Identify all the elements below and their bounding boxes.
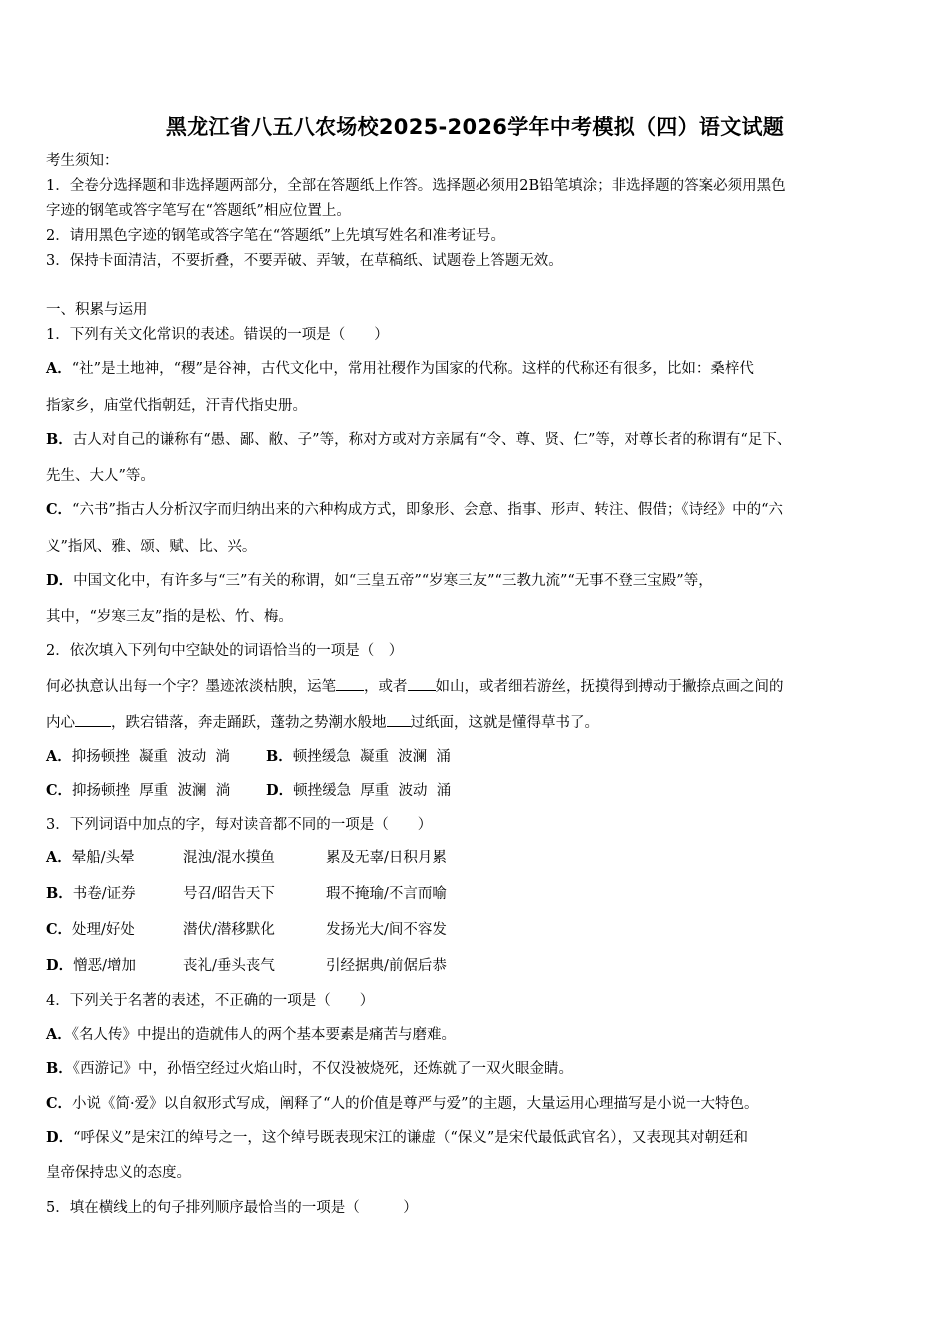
option-label: B． (266, 748, 293, 765)
option-label: C． (46, 782, 73, 799)
passage-text: 何必执意认出每一个字？墨迹浓淡枯腴，运笔 (46, 679, 336, 695)
passage-text: 过纸面，这就是懂得草书了。 (410, 715, 599, 731)
notice-item-1-line-2: 字迹的钢笔或答字笔写在“答题纸”相应位置上。 (46, 203, 351, 219)
option-label: D． (266, 782, 294, 799)
option-text: 古人对自己的谦称有“愚、鄙、敝、子”等，称对方或对方亲属有“令、尊、贤、仁”等，对尊长者的称谓有“足下、 (72, 432, 792, 448)
option-label: C． (46, 1095, 73, 1112)
fill-blank (408, 676, 436, 691)
option-text: 《名人传》中提出的造就伟人的两个基本要素是痛苦与磨难。 (71, 1027, 457, 1043)
q4-option-c (46, 1094, 758, 1114)
option-label: C． (46, 921, 73, 938)
notice-item-1-line-1: 1．全卷分选择题和非选择题两部分，全部在答题纸上作答。选择题必须用2B铅笔填涂；非选择题的答案必须用黑色 (46, 178, 786, 194)
fill-blank (75, 712, 111, 727)
option-label: A． (46, 360, 72, 377)
q3-option-a (46, 848, 135, 868)
q1-option-a (46, 359, 754, 379)
q3-option-c (46, 920, 135, 940)
q4-option-b (46, 1059, 573, 1079)
q3-stem: 3．下列词语中加点的字，每对读音都不同的一项是（ ） (46, 817, 433, 833)
q3-option-c-word-3: 发扬光大/间不容发 (326, 922, 447, 938)
q1-option-b (46, 430, 791, 450)
option-text: 小说《简·爱》以自叙形式写成，阐释了“人的价值是尊严与爱”的主题，大量运用心理描写是小说一大特色。 (72, 1096, 759, 1112)
q1-option-a-cont: 指家乡，庙堂代指朝廷，汗青代指史册。 (46, 398, 307, 414)
q3-option-a-word-2: 混浊/混水摸鱼 (183, 850, 275, 866)
q5-stem: 5．填在横线上的句子排列顺序最恰当的一项是（ ） (46, 1200, 418, 1216)
option-label: D． (46, 572, 74, 589)
option-label: D． (46, 1129, 74, 1146)
passage-text: 如山，或者细若游丝，抚摸得到搏动于撇捺点画之间的 (435, 679, 784, 695)
q4-option-d-cont: 皇帝保持忠义的态度。 (46, 1165, 191, 1181)
q4-stem: 4．下列关于名著的表述，不正确的一项是（ ） (46, 993, 375, 1009)
q1-option-d-cont: 其中，“岁寒三友”指的是松、竹、梅。 (46, 609, 293, 625)
option-text: 顿挫缓急 厚重 波动 涌 (293, 783, 452, 799)
q1-option-b-cont: 先生、大人”等。 (46, 468, 155, 484)
q3-option-a-word-3: 累及无辜/日积月累 (326, 850, 447, 866)
option-text: 《西游记》中，孙悟空经过火焰山时，不仅没被烧死，还炼就了一双火眼金睛。 (72, 1061, 574, 1077)
q2-option-c (46, 781, 230, 801)
notice-heading: 考生须知： (46, 153, 119, 169)
q1-option-c-cont: 义”指风、雅、颂、赋、比、兴。 (46, 539, 257, 555)
exam-title: 黑龙江省八五八农场校2025-2026学年中考模拟（四）语文试题 (165, 115, 785, 139)
option-label: B． (46, 885, 73, 902)
q4-option-d (46, 1128, 748, 1148)
q4-option-a (46, 1025, 456, 1045)
q3-option-b-word-2: 号召/昭告天下 (183, 886, 275, 902)
option-text: 中国文化中，有许多与“三”有关的称谓，如“三皇五帝”“岁寒三友”“三教九流”“无事不登三宝殿”等， (73, 573, 713, 589)
q2-stem: 2．依次填入下列句中空缺处的词语恰当的一项是（ ） (46, 643, 404, 659)
option-label: A． (46, 748, 72, 765)
option-text: 抑扬顿挫 厚重 波澜 淌 (72, 783, 231, 799)
option-label: D． (46, 957, 74, 974)
option-text: 抑扬顿挫 凝重 波动 淌 (71, 749, 230, 765)
q3-option-d (46, 956, 136, 976)
q3-option-b-word-3: 瑕不掩瑜/不言而喻 (326, 886, 447, 902)
passage-text: 内心 (46, 715, 75, 731)
q3-option-d-word-2: 丧礼/垂头丧气 (183, 958, 275, 974)
q2-passage-line-1 (46, 676, 784, 697)
option-word: 处理/好处 (72, 922, 135, 938)
option-text: “社”是土地神，“稷”是谷神，古代文化中，常用社稷作为国家的代称。这样的代称还有很多，比如：桑梓代 (71, 361, 754, 377)
passage-text: ，跌宕错落，奔走踊跃，蓬勃之势潮水般地 (111, 715, 387, 731)
option-label: C． (46, 501, 73, 518)
notice-item-2: 2．请用黑色字迹的钢笔或答字笔在“答题纸”上先填写姓名和准考证号。 (46, 228, 506, 244)
q2-option-d (266, 781, 451, 801)
q2-option-b (266, 747, 451, 767)
option-word: 晕船/头晕 (71, 850, 135, 866)
q2-passage-line-2 (46, 712, 599, 733)
option-label: B． (46, 1060, 73, 1077)
fill-blank (387, 712, 411, 727)
option-text: “六书”指古人分析汉字而归纳出来的六种构成方式，即象形、会意、指事、形声、转注、假借；《诗经》中的“六 (72, 502, 784, 518)
q1-option-d (46, 571, 713, 591)
q3-option-d-word-3: 引经据典/前倨后恭 (326, 958, 447, 974)
q3-option-c-word-2: 潜伏/潜移默化 (183, 922, 275, 938)
notice-item-3: 3．保持卡面清洁，不要折叠，不要弄破、弄皱，在草稿纸、试题卷上答题无效。 (46, 253, 563, 269)
passage-text: ，或者 (364, 679, 408, 695)
option-text: “呼保义”是宋江的绰号之一，这个绰号既表现宋江的谦虚（“保义”是宋代最低武官名），又表现其对朝廷和 (73, 1130, 748, 1146)
option-text: 顿挫缓急 凝重 波澜 涌 (292, 749, 451, 765)
option-label: A． (46, 849, 72, 866)
option-label: B． (46, 431, 73, 448)
section-heading: 一、积累与运用 (46, 302, 148, 318)
fill-blank (336, 676, 364, 691)
q3-option-b (46, 884, 136, 904)
q2-option-a (46, 747, 230, 767)
option-label: A． (46, 1026, 72, 1043)
option-word: 憎恶/增加 (73, 958, 136, 974)
q1-stem: 1．下列有关文化常识的表述。错误的一项是（ ） (46, 327, 389, 343)
q1-option-c (46, 500, 783, 520)
option-word: 书卷/证券 (72, 886, 136, 902)
